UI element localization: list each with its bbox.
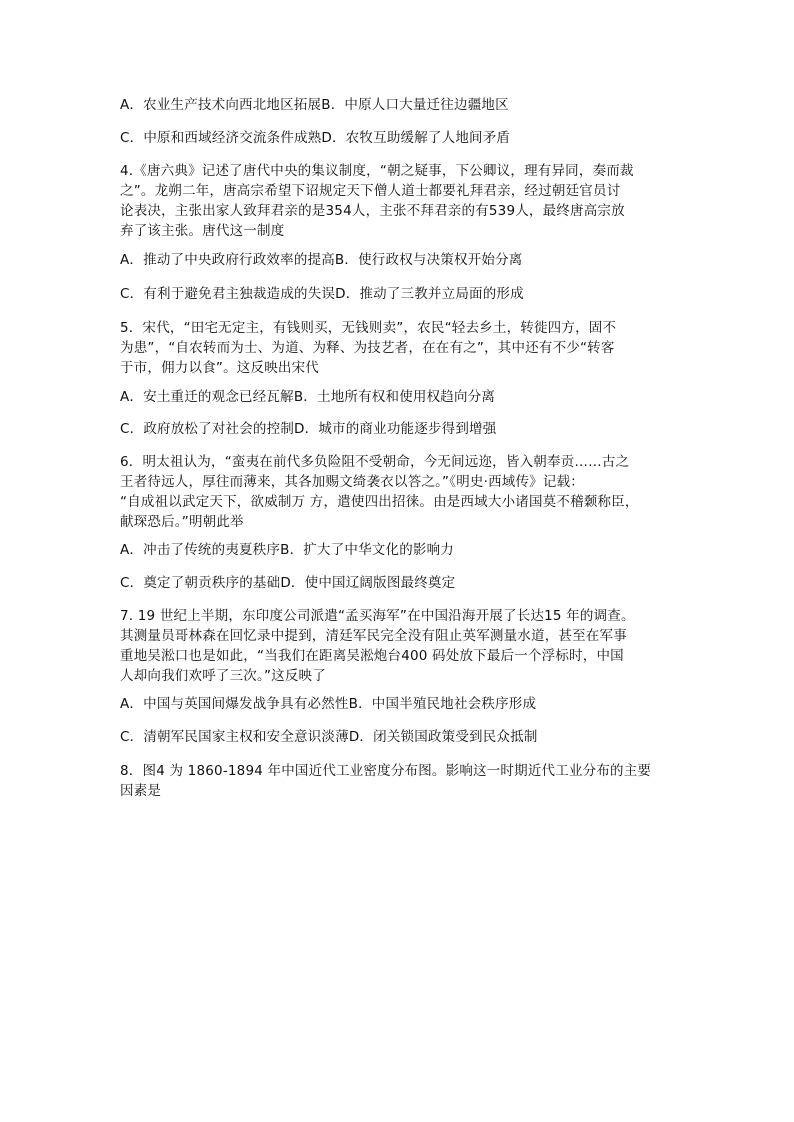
q3-option-cd: C．中原和西域经济交流条件成熟D．农牧互助缓解了人地间矛盾 <box>120 130 511 146</box>
q6-line-1: 6．明太祖认为，“蛮夷在前代多负险阻不受朝命，今无间远迩，皆入朝奉贡……古之 <box>120 454 630 470</box>
q7-option-cd: C．清朝军民国家主权和安全意识淡薄D．闭关锁国政策受到民众抵制 <box>120 729 538 745</box>
q7-line-1: 7. 19 世纪上半期，东印度公司派遣“孟买海军”在中国沿海开展了长达15 年的调查。 <box>120 608 635 624</box>
q6-stem <box>120 452 680 532</box>
q7-option-ab: A．中国与英国间爆发战争具有必然性B．中国半殖民地社会秩序形成 <box>120 696 537 712</box>
q5-line-3: 于市，佣力以食”。这反映出宋代 <box>120 360 319 376</box>
q5-line-2: 为患”，“自农转而为士、为道、为释、为技艺者，在在有之”，其中还有不少“转客 <box>120 340 615 356</box>
q5-options-cd <box>120 419 680 439</box>
q4-line-1: 4.《唐六典》记述了唐代中央的集议制度，“朝之疑事，下公卿议，理有异同，奏而裁 <box>120 163 634 179</box>
q6-option-ab: A．冲击了传统的夷夏秩序B．扩大了中华文化的影响力 <box>120 542 454 558</box>
q7-options-cd <box>120 727 680 747</box>
q4-options-ab <box>120 250 680 270</box>
q5-stem <box>120 318 680 378</box>
q3-option-ab: A．农业生产技术向西北地区拓展B．中原人口大量迁往边疆地区 <box>120 97 509 113</box>
q5-options-ab <box>120 387 680 407</box>
q8-line-2: 因素是 <box>120 783 162 799</box>
q7-line-2: 其测量员哥林森在回忆录中提到，清廷军民完全没有阻止英军测量水道，甚至在军事 <box>120 628 627 644</box>
q7-line-3: 重地吴淞口也是如此，“当我们在距离吴淞炮台400 码处放下最后一个浮标时，中国 <box>120 648 624 664</box>
q6-options-cd <box>120 573 680 593</box>
q8-stem <box>120 761 680 801</box>
q7-line-4: 人却向我们欢呼了三次。”这反映了 <box>120 668 326 684</box>
q6-option-cd: C．奠定了朝贡秩序的基础D．使中国辽阔版图最终奠定 <box>120 575 456 591</box>
q5-option-ab: A．安土重迁的观念已经瓦解B．土地所有权和使用权趋向分离 <box>120 389 496 405</box>
q4-option-ab: A．推动了中央政府行政效率的提高B．使行政权与决策权开始分离 <box>120 252 523 268</box>
q6-line-4: 献琛恐后。”明朝此举 <box>120 514 244 530</box>
q7-options-ab <box>120 694 680 714</box>
q4-option-cd: C．有利于避免君主独裁造成的失误D．推动了三教并立局面的形成 <box>120 286 524 302</box>
q4-line-4: 弃了该主张。唐代这一制度 <box>120 223 285 239</box>
q3-options <box>120 95 680 115</box>
q5-option-cd: C．政府放松了对社会的控制D．城市的商业功能逐步得到增强 <box>120 421 497 437</box>
q8-line-1: 8．图4 为 1860-1894 年中国近代工业密度分布图。影响这一时期近代工业分布的主要 <box>120 763 652 779</box>
q4-options-cd <box>120 284 680 304</box>
q5-line-1: 5．宋代，“田宅无定主，有钱则买，无钱则卖”，农民“轻去乡土，转徙四方，固不 <box>120 320 617 336</box>
q7-stem <box>120 606 680 686</box>
q4-line-3: 论表决，主张出家人致拜君亲的是354人，主张不拜君亲的有539人，最终唐高宗放 <box>120 203 625 219</box>
q6-line-3: “自成祖以武定天下，欲威制万 方，遣使四出招徕。由是西域大小诸国莫不稽颡称臣， <box>120 494 639 510</box>
q6-line-2: 王者待远人，厚往而薄来，其各加赐文绮袭衣以答之。”《明史·西域传》记载： <box>120 474 584 490</box>
q4-line-2: 之”。龙朔二年，唐高宗希望下诏规定天下僧人道士都要礼拜君亲，经过朝廷官员讨 <box>120 183 621 199</box>
q3-options-cd <box>120 128 680 148</box>
q4-stem <box>120 161 680 241</box>
q6-options-ab <box>120 540 680 560</box>
